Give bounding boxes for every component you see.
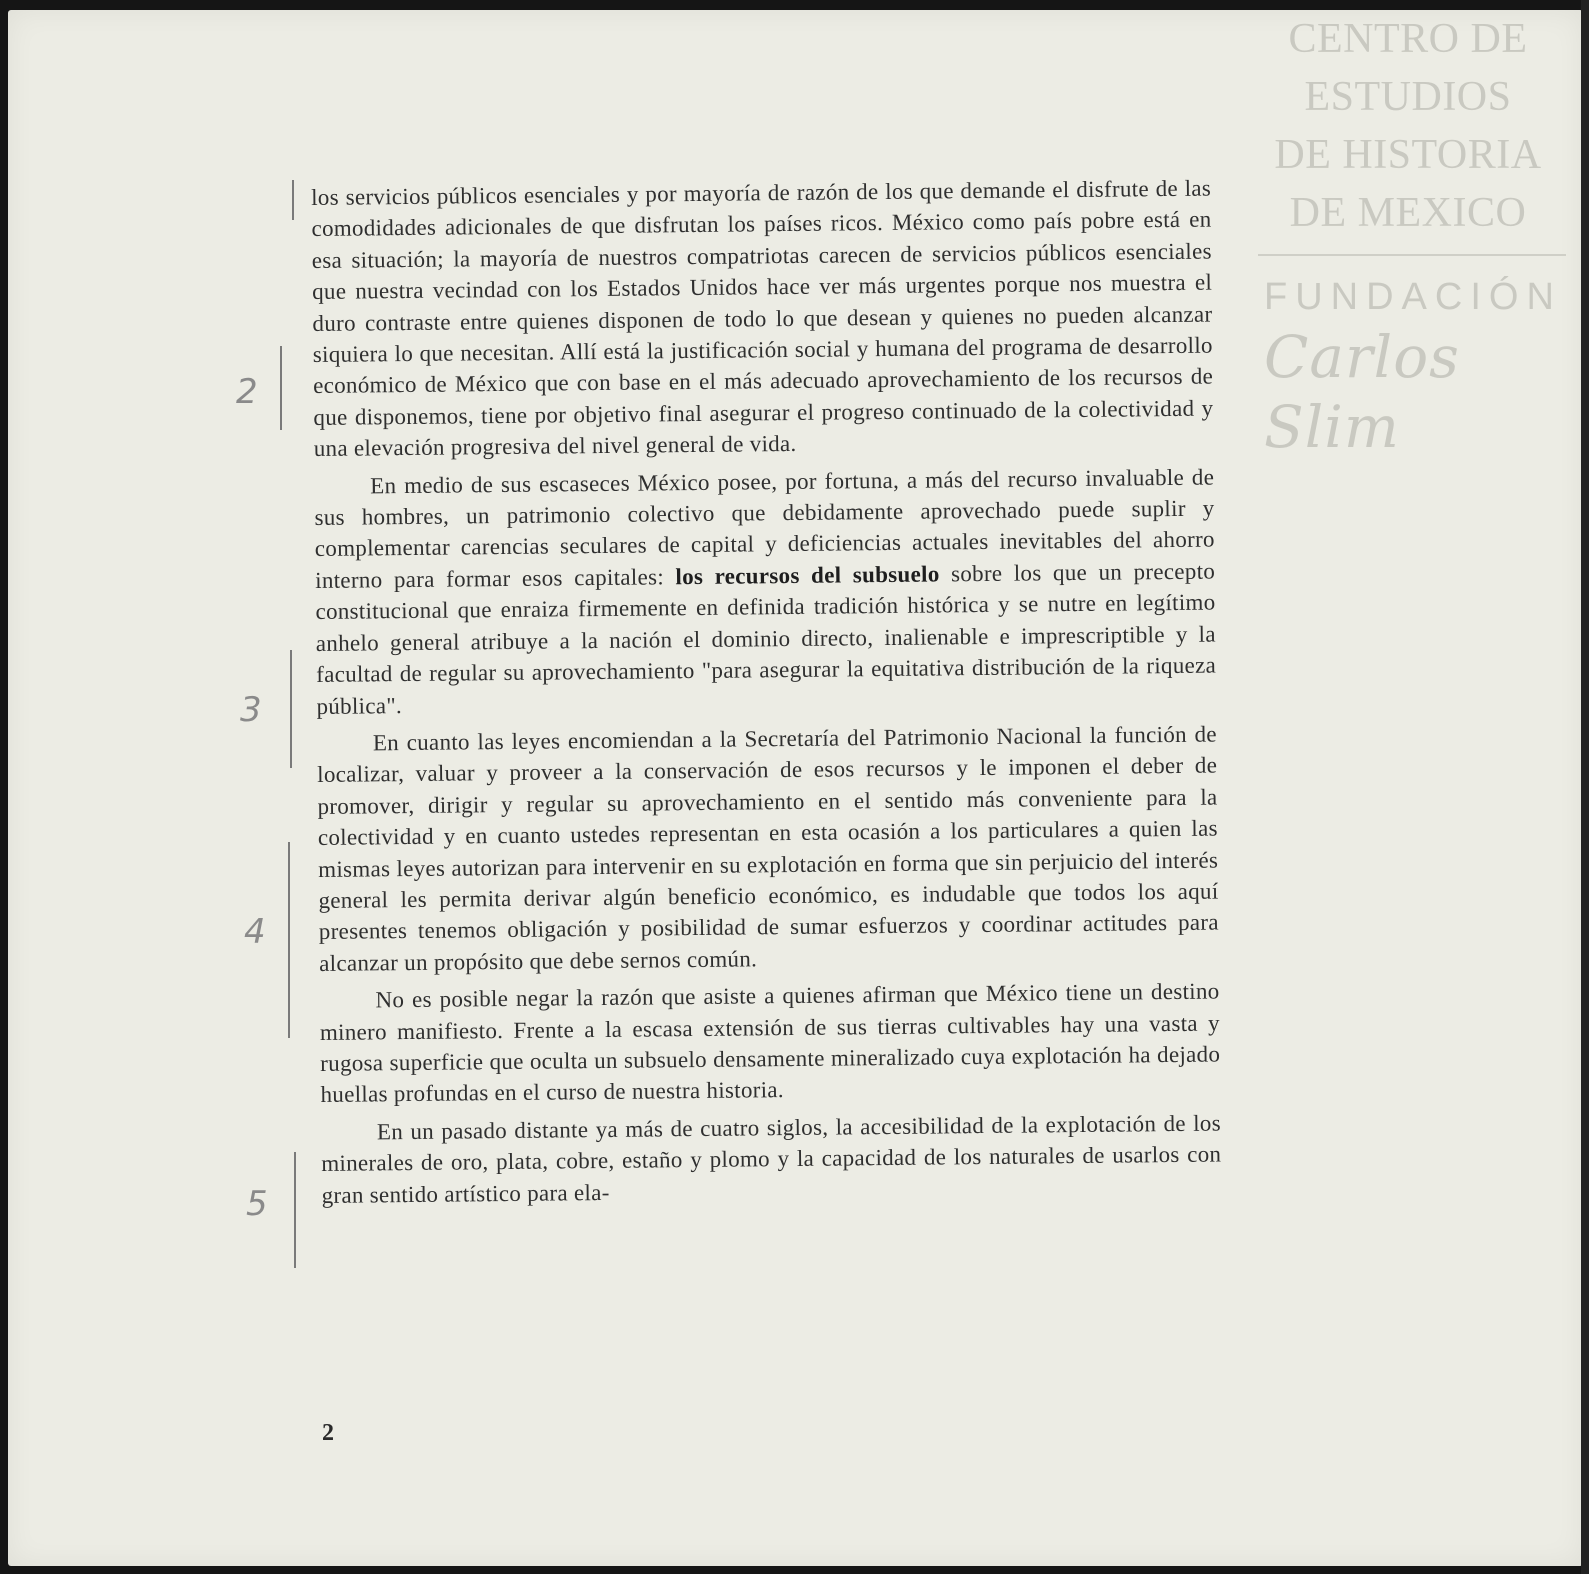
body-text	[311, 173, 1222, 1217]
paragraph-2-text-a: En medio de sus escaseces México posee, por fortuna, a más del recurso invaluable de sus hombres, un patrimonio colectivo que debidamente aprovechado puede suplir y complementar carencias seculares de capital y deficiencias actuales inevitables del ahorro interno para formar esos capitales:	[314, 464, 1215, 593]
margin-bar-5	[294, 1152, 296, 1268]
margin-number-4: 4	[244, 912, 266, 952]
paragraph-3	[317, 718, 1220, 979]
margin-bar-1	[292, 180, 294, 220]
margin-bar-3	[290, 650, 292, 768]
margin-number-2: 2	[236, 372, 258, 412]
watermark	[1258, 10, 1562, 462]
paragraph-5	[321, 1107, 1222, 1211]
margin-number-3: 3	[240, 690, 262, 730]
paragraph-2-text-b: sobre los que un precepto constitucional que enraiza firmemente en definida tradición histórica y se nutre en legítimo anhelo general atribuye a la nación el dominio directo, inalienable e imprescriptible y la facultad de regular su aprovechamiento "para asegurar la equitativa distribución de la riqueza pública".	[315, 558, 1217, 719]
watermark-line-4: DE MEXICO	[1289, 190, 1527, 236]
paragraph-1-text: los servicios públicos esenciales y por mayoría de razón de los que demande el disfrute de las comodidades adicionales de que disfrutan los países ricos. México como país pobre está en esa situación; la mayoría de nuestros compatriotas carecen de servicios públicos esenciales que nuestra vecindad con los Estados Unidos hace ver más urgentes porque nos muestra el duro contraste entre quienes disponen de todo lo que desean y quienes no pueden alcanzar siquiera lo que necesitan. Allí está la justificación social y humana del programa de desarrollo económico de México que con base en el más adecuado aprovechamiento de los recursos de que disponemos, tiene por objetivo final asegurar el progreso continuado de la colectividad y una elevación progresiva del nivel general de vida.	[311, 175, 1214, 462]
paragraph-1	[311, 173, 1214, 465]
paragraph-4-text: No es posible negar la razón que asiste a quienes afirman que México tiene un destino minero manifiesto. Frente a la escasa extensión de sus tierras cultivables hay una vasta y rugosa superficie que oculta un subsuelo densamente mineralizado cuya explotación ha dejado huellas profundas en el curso de nuestra historia.	[319, 978, 1221, 1108]
margin-bar-4	[288, 842, 290, 1038]
paragraph-2-bold-phrase: los recursos del subsuelo	[675, 561, 940, 590]
watermark-signature: Carlos Slim	[1264, 323, 1460, 461]
paragraph-4	[319, 976, 1220, 1111]
watermark-line-3: DE HISTORIA	[1274, 132, 1542, 178]
paragraph-5-text: En un pasado distante ya más de cuatro siglos, la accesibilidad de la explotación de los minerales de oro, plata, cobre, estaño y plomo y la capacidad de los naturales de usarlos con gran sentido artístico para ela-	[321, 1110, 1222, 1208]
margin-number-5: 5	[246, 1184, 268, 1224]
page-number: 2	[322, 1420, 334, 1446]
paragraph-3-text: En cuanto las leyes encomiendan a la Secretaría del Patrimonio Nacional la función de localizar, valuar y proveer a la conservación de esos recursos y le imponen el deber de promover, dirigir y regular su aprovechamiento en el sentido más conveniente para la colectividad y en cuanto ustedes representan en esta ocasión a los particulares a quien las mismas leyes autorizan para intervenir en su explotación en forma que sin perjuicio del interés general les permita derivar algún beneficio económico, es indudable que todos los aquí presentes tenemos obligación y posibilidad de sumar esfuerzos y coordinar actitudes para alcanzar un propósito que debe sernos común.	[317, 721, 1219, 976]
watermark-line-2: ESTUDIOS	[1304, 74, 1512, 120]
margin-bar-2	[280, 346, 282, 430]
watermark-divider	[1258, 254, 1566, 256]
scan-edge	[1581, 0, 1589, 1574]
paragraph-2	[314, 461, 1217, 722]
watermark-foundation: FUNDACIÓN	[1264, 276, 1562, 318]
watermark-line-1: CENTRO DE	[1288, 16, 1528, 62]
